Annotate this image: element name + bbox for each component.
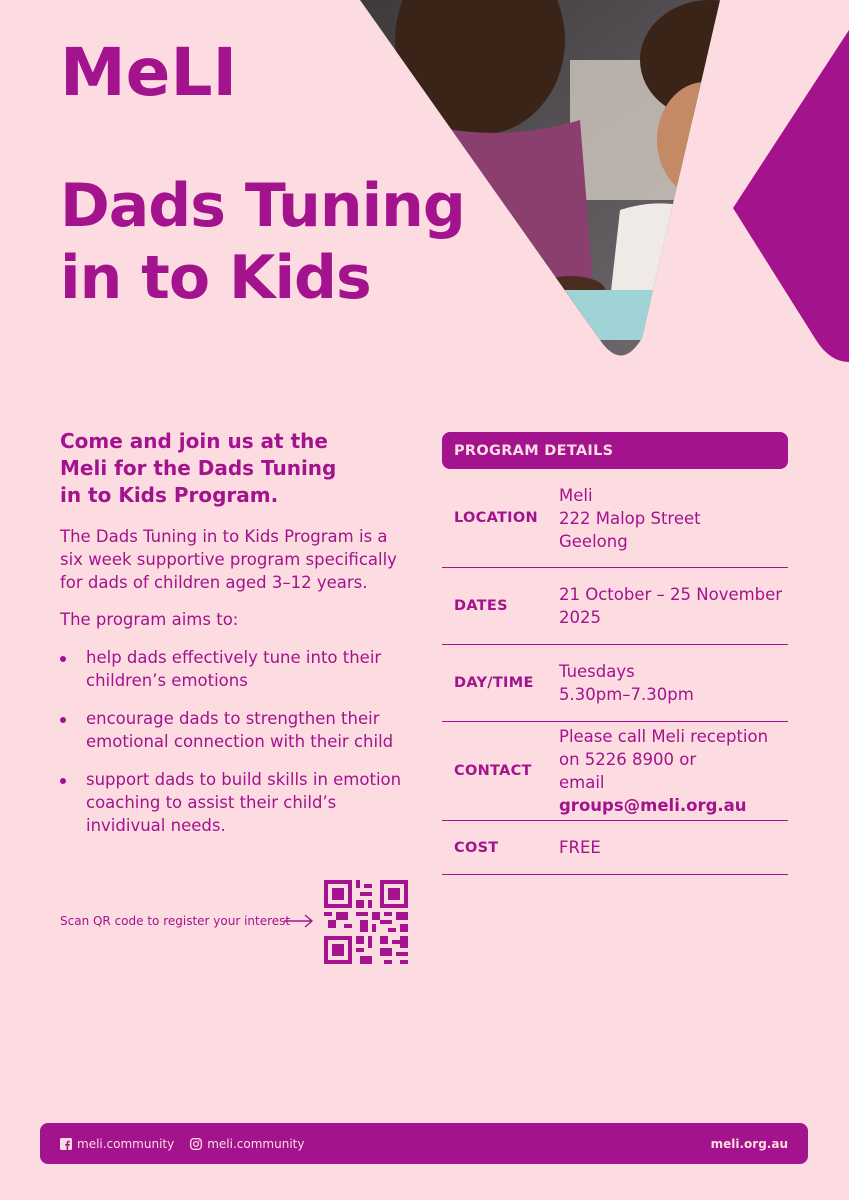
dates-row <box>442 568 788 645</box>
facebook-icon <box>60 1138 72 1150</box>
title-line: Dads Tuning <box>60 171 465 241</box>
dates-line: 2025 <box>559 608 601 627</box>
location-line: Meli <box>559 485 593 505</box>
list-item <box>60 646 410 692</box>
facebook-link[interactable] <box>60 1137 174 1151</box>
daytime-line: 5.30pm–7.30pm <box>559 685 694 704</box>
contact-label: CONTACT <box>454 763 532 779</box>
cost-value: FREE <box>559 838 601 857</box>
daytime-label: DAY/TIME <box>454 675 534 691</box>
location-value <box>559 484 788 553</box>
dates-line: 21 October – 25 November <box>559 585 783 604</box>
program-details <box>442 432 788 875</box>
bullet-icon <box>60 717 66 723</box>
aim-text: support dads to build skills in emotion coaching to assist their child’s invidivual needs. <box>86 770 402 835</box>
contact-row <box>442 722 788 821</box>
cost-row <box>442 821 788 875</box>
intro-line: in to Kids Program. <box>60 483 279 507</box>
contact-email-prefix: email <box>559 773 605 792</box>
contact-line: on 5226 8900 or <box>559 750 697 769</box>
details-header: PROGRAM DETAILS <box>442 432 788 469</box>
facebook-handle: meli.community <box>77 1136 175 1151</box>
meli-logo: MeLI <box>60 34 238 111</box>
location-line: 222 Malop Street <box>559 508 701 528</box>
dates-value <box>559 583 788 629</box>
list-item <box>60 707 410 753</box>
intro-line: Meli for the Dads Tuning <box>60 456 337 480</box>
contact-value <box>559 725 788 817</box>
cost-label: COST <box>454 839 499 856</box>
program-description: The Dads Tuning in to Kids Program is a six week supportive program specifically for dads of children aged 3–12 years. <box>60 527 397 592</box>
daytime-line: Tuesdays <box>559 662 635 681</box>
contact-email-link[interactable]: groups@meli.org.au <box>559 796 747 815</box>
intro-line: Come and join us at the <box>60 429 328 453</box>
instagram-handle: meli.community <box>207 1136 305 1151</box>
aims-list <box>60 646 410 852</box>
daytime-value <box>559 660 788 706</box>
bullet-icon <box>60 778 66 784</box>
aims-intro: The program aims to: <box>60 610 239 629</box>
dates-label: DATES <box>454 598 508 614</box>
instagram-link[interactable] <box>190 1137 304 1151</box>
location-line: Geelong <box>559 531 628 551</box>
footer-bar <box>40 1123 808 1164</box>
aim-text: encourage dads to strengthen their emotional connection with their child <box>86 709 394 751</box>
aim-text: help dads effectively tune into their children’s emotions <box>86 648 382 690</box>
list-item <box>60 768 410 837</box>
contact-line: Please call Meli reception <box>559 727 769 746</box>
location-row <box>442 469 788 568</box>
instagram-icon <box>190 1138 202 1150</box>
qr-code[interactable] <box>324 880 408 964</box>
title-line: in to Kids <box>60 243 371 313</box>
qr-label: Scan QR code to register your interest <box>60 914 291 928</box>
daytime-row <box>442 645 788 722</box>
website-link[interactable]: meli.org.au <box>710 1136 788 1151</box>
page-title <box>60 170 465 314</box>
location-label: LOCATION <box>454 510 538 526</box>
bullet-icon <box>60 656 66 662</box>
intro-heading <box>60 428 400 509</box>
arrow-right-icon <box>284 914 314 928</box>
